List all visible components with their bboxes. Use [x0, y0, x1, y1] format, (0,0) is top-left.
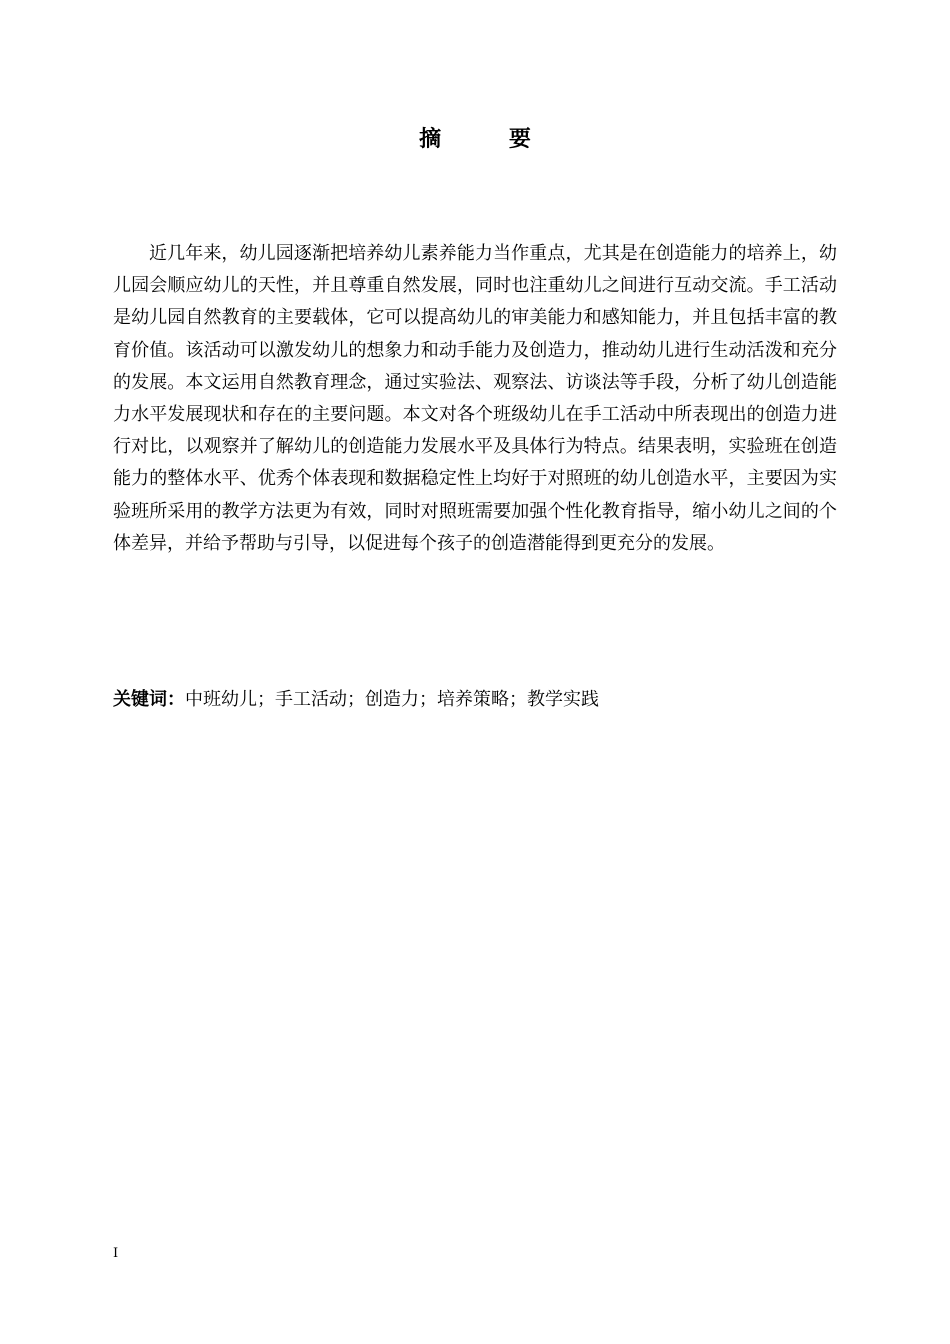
abstract-paragraph: 近几年来，幼儿园逐渐把培养幼儿素养能力当作重点，尤其是在创造能力的培养上，幼儿园会顺应幼儿的天性，并且尊重自然发展，同时也注重幼儿之间进行互动交流。手工活动是幼儿园自然教育的主要载体，它可以提高幼儿的审美能力和感知能力，并且包括丰富的教育价值。该活动可以激发幼儿的想象力和动手能力及创造力，推动幼儿进行生动活泼和充分的发展。本文运用自然教育理念，通过实验法、观察法、访谈法等手段，分析了幼儿创造能力水平发展现状和存在的主要问题。本文对各个班级幼儿在手工活动中所表现出的创造力进行对比，以观察并了解幼儿的创造能力发展水平及具体行为特点。结果表明，实验班在创造能力的整体水平、优秀个体表现和数据稳定性上均好于对照班的幼儿创造水平，主要因为实验班所采用的教学方法更为有效，同时对照班需要加强个性化教育指导，缩小幼儿之间的个体差异，并给予帮助与引导，以促进每个孩子的创造潜能得到更充分的发展。: [113, 243, 837, 554]
page-title: 摘 要: [419, 127, 561, 152]
keywords-text: 中班幼儿；手工活动；创造力；培养策略；教学实践: [185, 689, 599, 710]
keywords-line: [113, 684, 837, 716]
keywords-label: 关键词：: [113, 689, 185, 710]
page-number: I: [113, 1246, 119, 1261]
